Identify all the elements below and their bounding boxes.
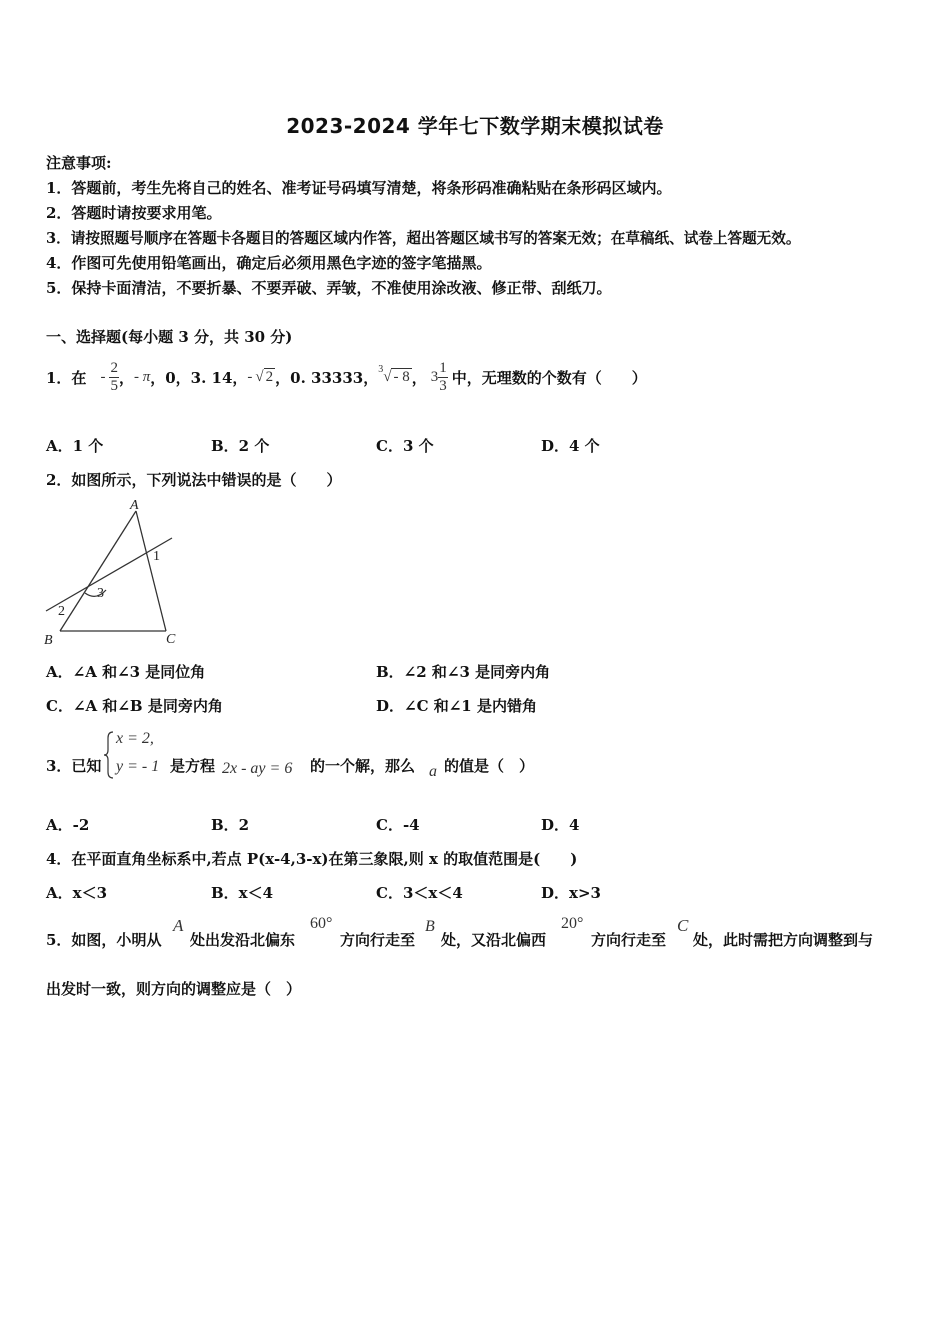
q3-option-d[interactable]: D．4 — [541, 816, 580, 834]
q1-suffix: 中，无理数的个数有（ ） — [451, 368, 647, 387]
q1-frac-den: 5 — [110, 377, 118, 394]
page-title: 2023-2024 学年七下数学期末模拟试卷 — [286, 114, 664, 138]
q1-mixed-num: 1 — [439, 359, 447, 376]
label-c: C — [166, 632, 176, 647]
q2-option-c[interactable]: C．∠A 和∠B 是同旁内角 — [46, 697, 223, 715]
notice-heading: 注意事项: — [46, 154, 112, 172]
notice-item: 2．答题时请按要求用笔。 — [46, 204, 222, 222]
q1-frac-num: 2 — [110, 359, 118, 376]
q5-deg1: 60° — [310, 915, 333, 932]
q1-rest2: ，0. 33333， — [275, 368, 379, 387]
label-angle-1: 1 — [153, 549, 160, 564]
q1-sep2: ， — [411, 368, 427, 387]
line-ab — [60, 511, 136, 631]
q5-line2: 出发时一致，则方向的调整应是（ ） — [46, 980, 302, 998]
q1-prefix: 1．在 — [46, 368, 87, 387]
q1-mixed-fraction — [438, 360, 448, 395]
q1-cbrt-val: - 8 — [393, 369, 410, 385]
q5-p1: 5．如图，小明从 — [46, 931, 162, 949]
question-1 — [46, 352, 647, 402]
q1-option-a[interactable]: A．1 个 — [46, 437, 104, 455]
q1-mixed-whole: 3 — [430, 368, 439, 385]
q5-p4: 处，又沿北偏西 — [441, 931, 547, 949]
triangle-figure — [40, 495, 185, 650]
q3-option-c[interactable]: C．-4 — [376, 816, 420, 834]
q4-option-d[interactable]: D．x>3 — [541, 884, 601, 902]
question-4-stem: 4．在平面直角坐标系中,若点 P(x-4,3-x)在第三象限,则 x 的取值范围是( ) — [46, 850, 578, 868]
label-a: A — [130, 498, 139, 513]
notice-item: 3．请按照题号顺序在答题卡各题目的答题区域内作答，超出答题区域书写的答案无效；在草稿纸、试卷上答题无效。 — [46, 230, 801, 247]
q2-option-a[interactable]: A．∠A 和∠3 是同位角 — [46, 663, 206, 681]
q1-rest1: ，0，3. 14， — [150, 368, 248, 387]
q1-sqrt-val: 2 — [265, 369, 274, 385]
q1-sep: ， — [118, 368, 134, 387]
label-b: B — [44, 633, 53, 648]
notice-item: 4．作图可先使用铅笔画出，确定后必须用黑色字迹的签字笔描黑。 — [46, 254, 492, 272]
label-angle-2: 2 — [58, 604, 65, 619]
cbrt-symbol: √ — [383, 368, 392, 385]
q5-p3: 方向行走至 — [340, 931, 416, 949]
notice-item: 5．保持卡面清洁，不要折暴、不要弄破、弄皱，不准使用涂改液、修正带、刮纸刀。 — [46, 279, 612, 297]
q4-option-b[interactable]: B．x＜4 — [211, 884, 274, 902]
system-brace — [103, 730, 115, 780]
q5-p2: 处出发沿北偏东 — [190, 931, 296, 949]
line-ac — [136, 511, 166, 631]
q1-mixed-den: 3 — [439, 377, 447, 394]
notice-item: 1．答题前，考生先将自己的姓名、准考证号码填写清楚，将条形码准确粘贴在条形码区域内。 — [46, 179, 672, 197]
q1-neg-sqrt: - — [247, 368, 253, 385]
q2-option-b[interactable]: B．∠2 和∠3 是同旁内角 — [376, 663, 551, 681]
section-heading: 一、选择题(每小题 3 分，共 30 分) — [46, 328, 293, 346]
q1-option-c[interactable]: C．3 个 — [376, 437, 434, 455]
question-2-stem: 2．如图所示，下列说法中错误的是（ ） — [46, 471, 342, 489]
q3-option-b[interactable]: B．2 — [211, 816, 250, 834]
q5-p5: 方向行走至 — [591, 931, 667, 949]
q3-prefix: 3．已知 — [46, 757, 102, 775]
q5-p6: 处，此时需把方向调整到与 — [693, 931, 874, 949]
q3-mid: 是方程 — [170, 757, 216, 775]
q1-option-d[interactable]: D．4 个 — [541, 437, 600, 455]
q3-suffix: 的值是（ ） — [444, 757, 535, 775]
q4-option-a[interactable]: A．x＜3 — [46, 884, 108, 902]
q5-b: B — [425, 918, 435, 935]
q5-deg2: 20° — [561, 915, 584, 932]
q1-fraction — [109, 360, 119, 395]
q1-option-b[interactable]: B．2 个 — [211, 437, 270, 455]
q3-eq2: y = - 1 — [116, 758, 160, 775]
q3-var: a — [429, 763, 437, 780]
q3-eq1: x = 2, — [116, 730, 154, 747]
q3-mid2: 的一个解，那么 — [310, 757, 416, 775]
q4-option-c[interactable]: C．3＜x＜4 — [376, 884, 463, 902]
q2-option-d[interactable]: D．∠C 和∠1 是内错角 — [376, 697, 537, 715]
q1-neg: - — [100, 368, 106, 385]
q5-c: C — [677, 916, 689, 935]
sqrt-symbol: √ — [255, 368, 264, 385]
label-angle-3: 3 — [97, 586, 104, 601]
q3-equation: 2x - ay = 6 — [222, 760, 293, 777]
q5-a: A — [173, 916, 184, 935]
q1-cbrt-index: 3 — [378, 363, 384, 375]
q1-neg-pi: - π — [133, 368, 151, 385]
q3-option-a[interactable]: A．-2 — [46, 816, 90, 834]
